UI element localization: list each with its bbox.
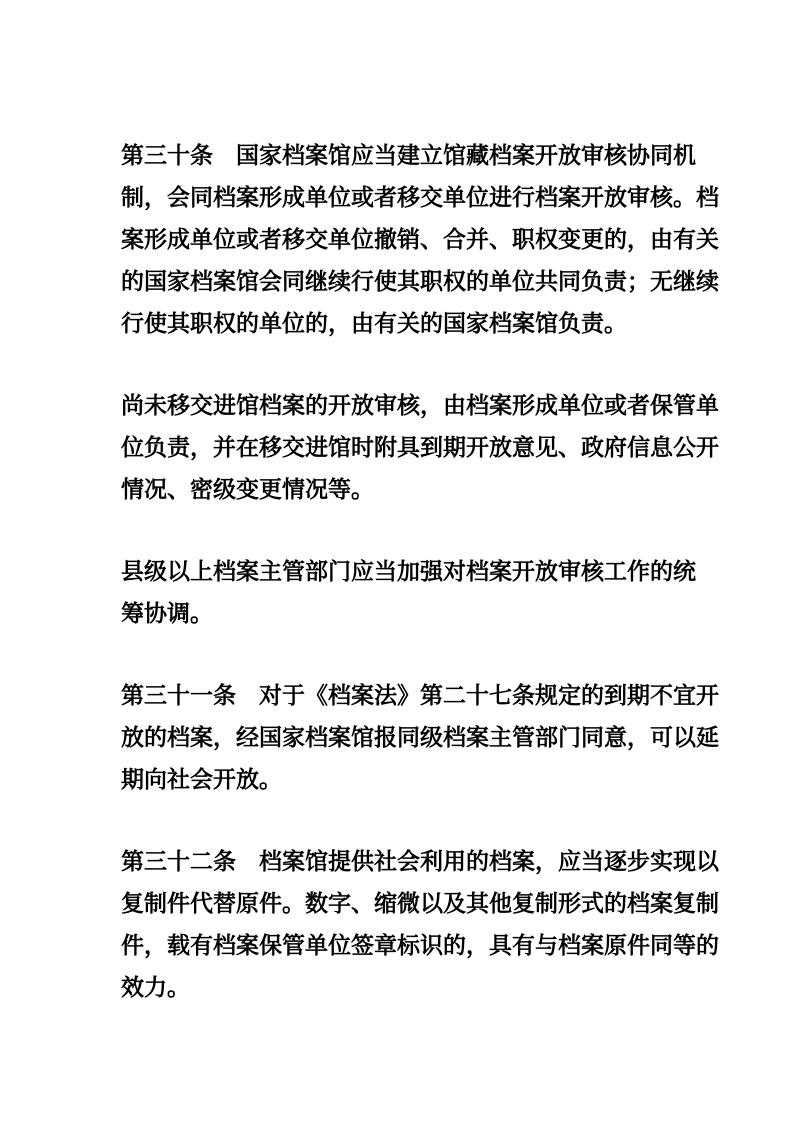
text-line: 位负责，并在移交进馆时附具到期开放意见、政府信息公开 bbox=[121, 434, 719, 460]
text-line: 期向社会开放。 bbox=[121, 766, 282, 792]
text-line: 第三十一条 对于《档案法》第二十七条规定的到期不宜开 bbox=[121, 682, 719, 708]
paragraph-article-30 bbox=[121, 134, 719, 344]
text-line: 行使其职权的单位的，由有关的国家档案馆负责。 bbox=[121, 310, 627, 336]
document-body-text bbox=[121, 134, 719, 1048]
text-line: 制，会同档案形成单位或者移交单位进行档案开放审核。档 bbox=[121, 184, 719, 210]
text-line: 效力。 bbox=[121, 974, 190, 1000]
text-line: 情况、密级变更情况等。 bbox=[121, 476, 374, 502]
text-line: 的国家档案馆会同继续行使其职权的单位共同负责；无继续 bbox=[121, 268, 719, 294]
text-line: 筹协调。 bbox=[121, 600, 213, 626]
text-line: 案形成单位或者移交单位撤销、合并、职权变更的，由有关 bbox=[121, 226, 719, 252]
text-line: 第三十二条 档案馆提供社会利用的档案，应当逐步实现以 bbox=[121, 848, 719, 874]
paragraph-article-30-para-3 bbox=[121, 550, 711, 634]
text-line: 县级以上档案主管部门应当加强对档案开放审核工作的统 bbox=[121, 558, 696, 584]
text-line: 复制件代替原件。数字、缩微以及其他复制形式的档案复制 bbox=[121, 890, 719, 916]
text-line: 放的档案，经国家档案馆报同级档案主管部门同意，可以延 bbox=[121, 724, 719, 750]
text-line: 件，载有档案保管单位签章标识的，具有与档案原件同等的 bbox=[121, 932, 719, 958]
paragraph-article-31 bbox=[121, 674, 719, 800]
text-line: 尚未移交进馆档案的开放审核，由档案形成单位或者保管单 bbox=[121, 392, 719, 418]
paragraph-article-32 bbox=[121, 840, 719, 1008]
paragraph-article-30-para-2 bbox=[121, 384, 719, 510]
text-line: 第三十条 国家档案馆应当建立馆藏档案开放审核协同机 bbox=[121, 142, 696, 168]
